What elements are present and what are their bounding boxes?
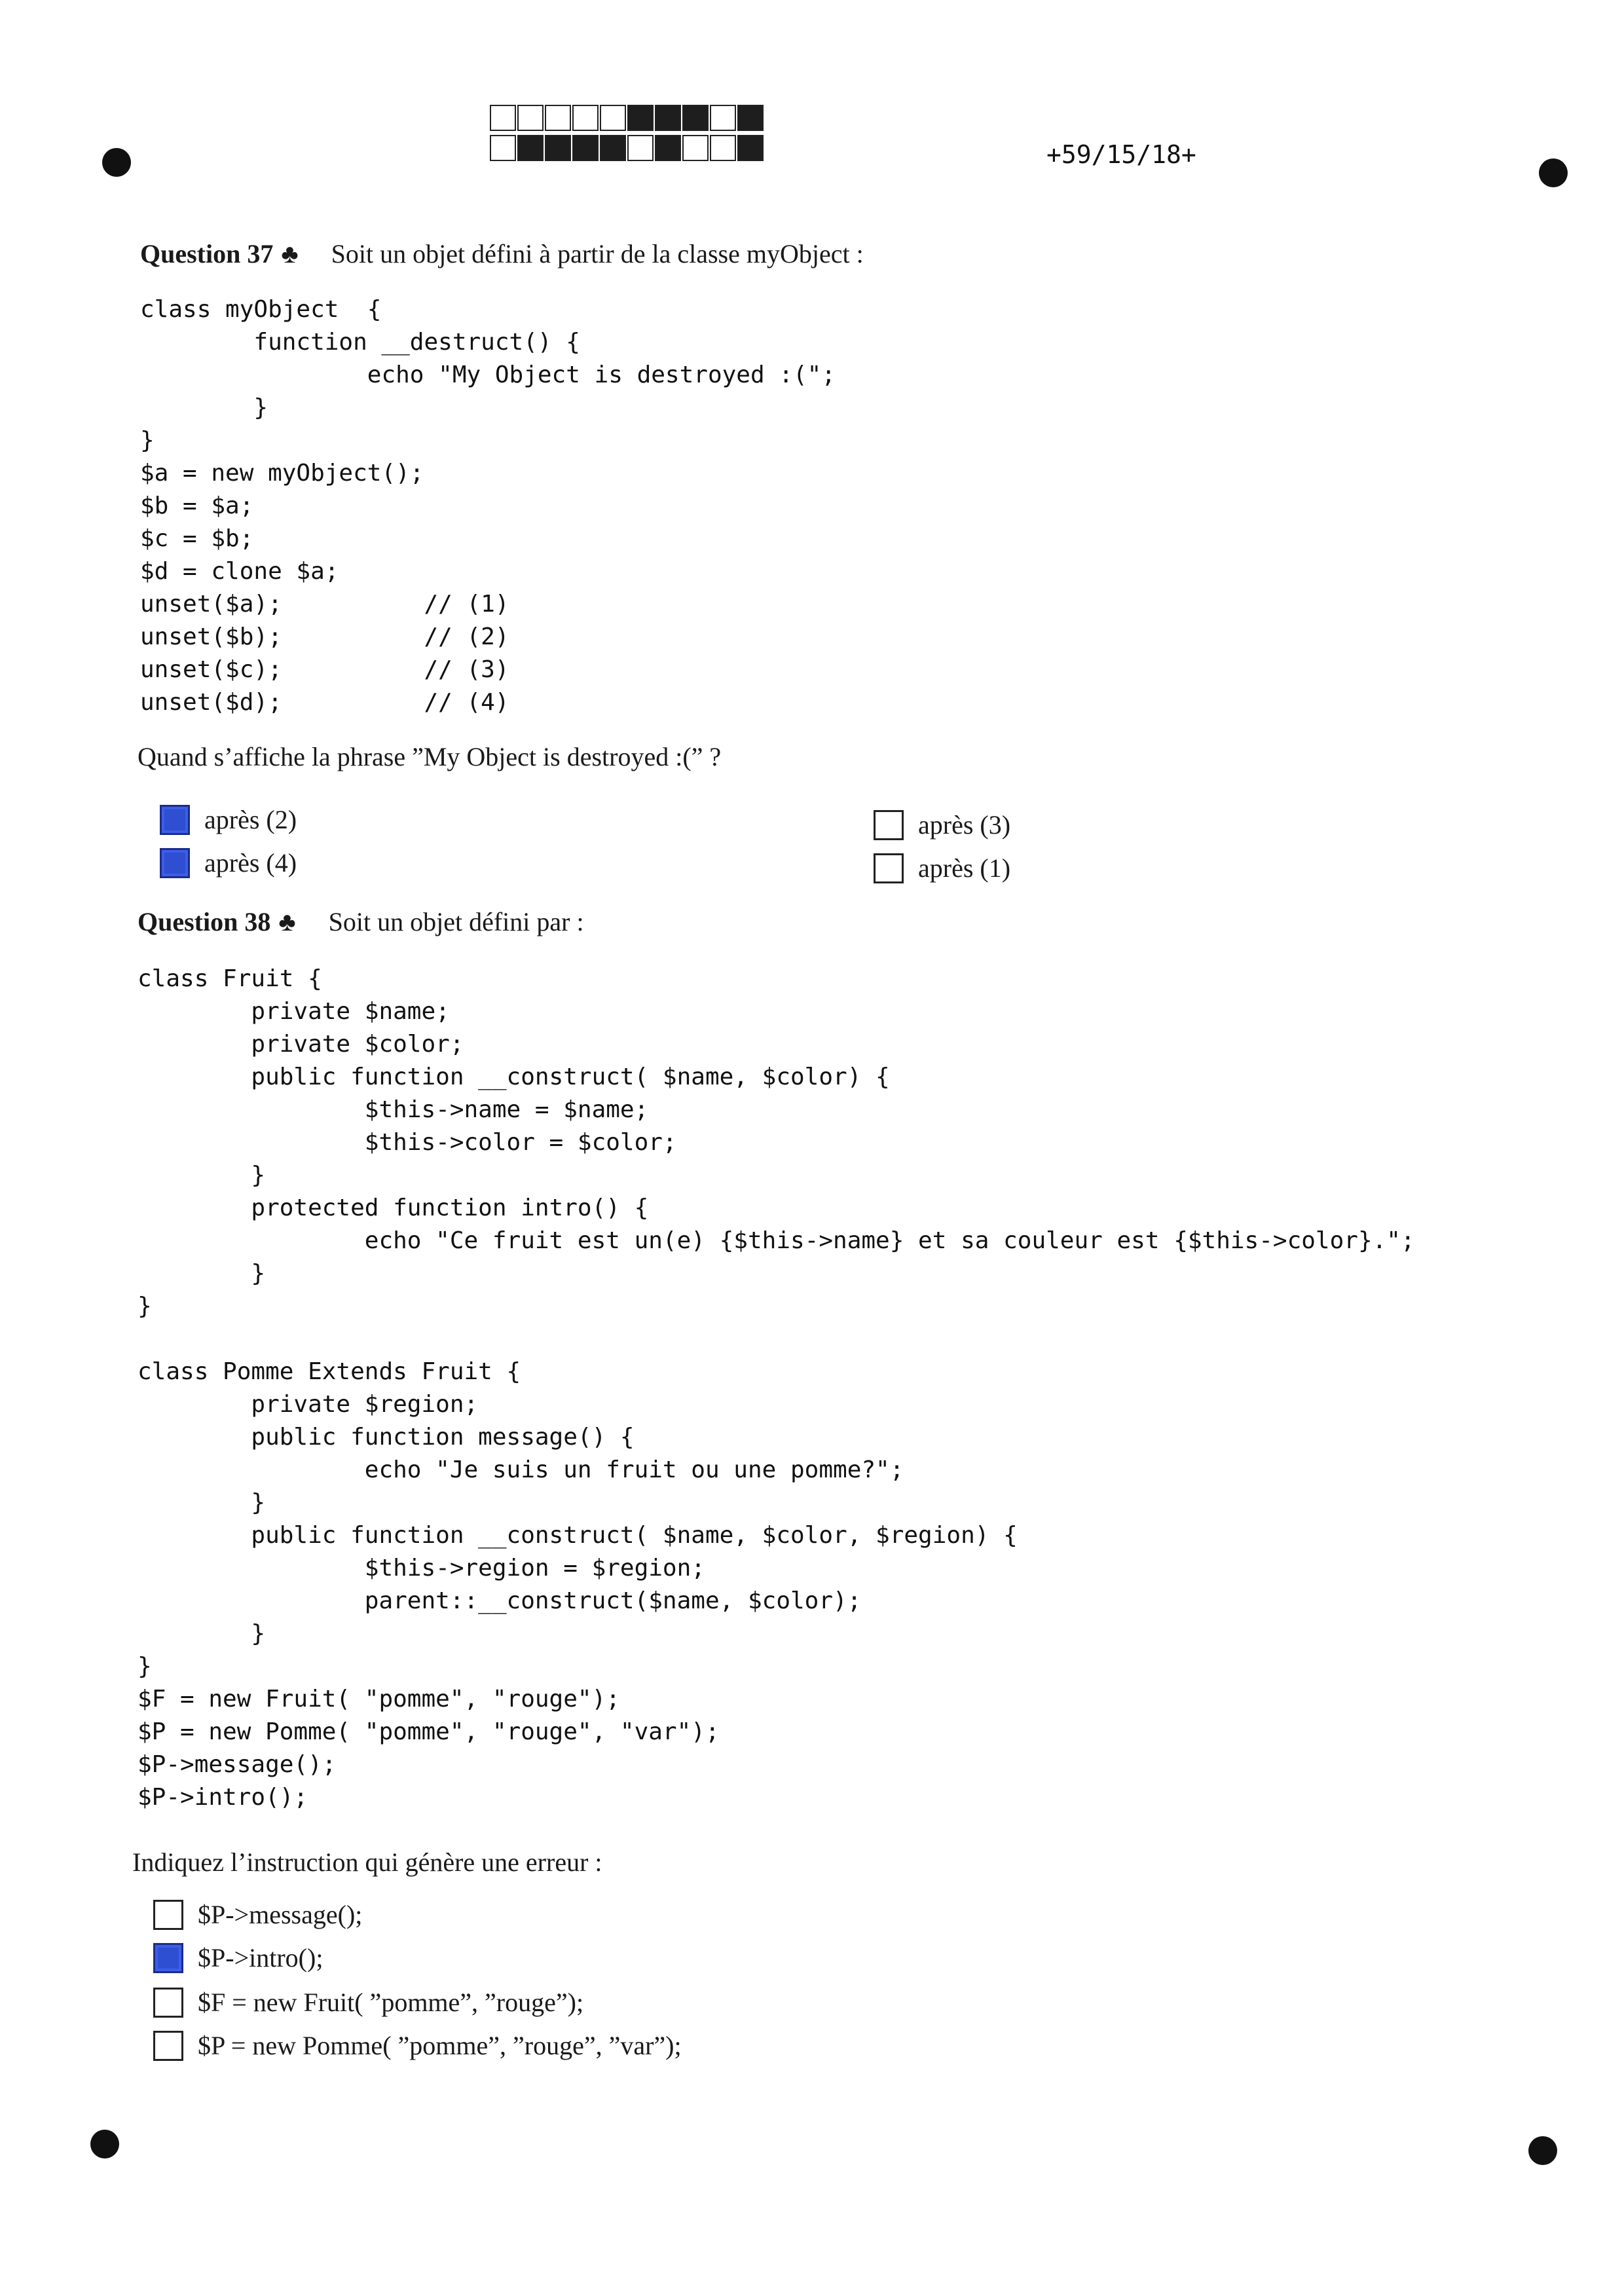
barcode-cell bbox=[627, 105, 654, 131]
barcode-cell bbox=[655, 105, 681, 131]
barcode-cell bbox=[600, 105, 626, 131]
barcode-cell bbox=[737, 105, 764, 131]
q37-option-2[interactable] bbox=[874, 809, 1010, 840]
barcode-cell bbox=[682, 135, 709, 161]
registration-mark-top-right bbox=[1539, 158, 1568, 187]
barcode-cell bbox=[545, 135, 571, 161]
option-label: $F = new Fruit( ”pomme”, ”rouge”); bbox=[198, 1988, 584, 2017]
q37-option-3[interactable] bbox=[160, 847, 297, 878]
question-38-code: class Fruit { private $name; private $color; public function __construct( $name, $color) { $this->name = $name; $this->color = $color; } protected function intro() { echo "Ce fruit est un(e) {$this->name} et sa couleur est {$this->color}."; } } class Pomme Extends Fruit { private $region; public function message() { echo "Je suis un fruit ou une pomme?"; } public function __construct( $name, $color, $region) { $this->region = $region; parent::__construct($name, $color); } } $F = new Fruit( "pomme", "rouge"); $P = new Pomme( "pomme", "rouge", "var"); $P->message(); $P->intro(); bbox=[138, 965, 1415, 1811]
question-38-header bbox=[138, 906, 584, 937]
barcode-cell bbox=[517, 135, 544, 161]
q38-option-1[interactable] bbox=[153, 1899, 362, 1930]
option-label: après (3) bbox=[918, 810, 1011, 840]
question-37-header bbox=[140, 238, 864, 269]
barcode-cell bbox=[517, 105, 544, 131]
option-label: $P = new Pomme( ”pomme”, ”rouge”, ”var”); bbox=[198, 2031, 682, 2060]
barcode-cell bbox=[490, 135, 516, 161]
barcode-cell bbox=[682, 105, 709, 131]
option-label: après (1) bbox=[918, 853, 1011, 883]
registration-mark-top-left bbox=[102, 148, 131, 177]
barcode-cell bbox=[710, 105, 736, 131]
checkbox[interactable] bbox=[160, 805, 190, 835]
question-38-prompt: Indiquez l’instruction qui génère une erreur : bbox=[132, 1847, 602, 1877]
checkbox[interactable] bbox=[874, 810, 904, 840]
barcode-cell bbox=[572, 135, 599, 161]
option-label: $P->intro(); bbox=[198, 1943, 323, 1972]
question-37-prompt: Quand s’affiche la phrase ”My Object is destroyed :(” ? bbox=[138, 742, 722, 771]
barcode-cell bbox=[545, 105, 571, 131]
question-number: Question 38 bbox=[138, 907, 271, 936]
club-icon: ♣ bbox=[278, 907, 296, 936]
barcode-cell bbox=[627, 135, 654, 161]
checkbox[interactable] bbox=[874, 853, 904, 883]
q38-option-3[interactable] bbox=[153, 1987, 583, 2018]
checkbox[interactable] bbox=[160, 848, 190, 878]
q38-option-2[interactable] bbox=[153, 1942, 323, 1973]
option-label: $P->message(); bbox=[198, 1900, 363, 1929]
page-identifier: +59/15/18+ bbox=[1046, 140, 1196, 169]
q37-option-1[interactable] bbox=[160, 804, 297, 835]
checkbox[interactable] bbox=[153, 1988, 183, 2018]
barcode-cell bbox=[710, 135, 736, 161]
question-text: Soit un objet défini par : bbox=[328, 907, 584, 936]
q37-option-4[interactable] bbox=[874, 853, 1010, 883]
club-icon: ♣ bbox=[281, 239, 299, 268]
barcode-cell bbox=[737, 135, 764, 161]
q38-option-4[interactable] bbox=[153, 2030, 682, 2061]
barcode-top-row bbox=[490, 105, 765, 132]
registration-mark-bottom-left bbox=[90, 2130, 119, 2158]
question-number: Question 37 bbox=[140, 239, 274, 268]
barcode-cell bbox=[655, 135, 681, 161]
checkbox[interactable] bbox=[153, 1943, 183, 1973]
option-label: après (2) bbox=[204, 805, 297, 834]
checkbox[interactable] bbox=[153, 2031, 183, 2061]
question-37-code: class myObject { function __destruct() { echo "My Object is destroyed :("; } } $a = new myObject(); $b = $a; $c = $b; $d = clone $a; unset($a); // (1) unset($b); // (2) unset($c); // (3) unset($d); // (4) bbox=[140, 296, 836, 716]
barcode-cell bbox=[600, 135, 626, 161]
barcode-bottom-row bbox=[490, 135, 765, 162]
barcode-cell bbox=[490, 105, 516, 131]
barcode-cell bbox=[572, 105, 599, 131]
question-text: Soit un objet défini à partir de la classe myObject : bbox=[331, 239, 864, 268]
registration-mark-bottom-right bbox=[1528, 2136, 1557, 2165]
checkbox[interactable] bbox=[153, 1900, 183, 1930]
option-label: après (4) bbox=[204, 848, 297, 878]
